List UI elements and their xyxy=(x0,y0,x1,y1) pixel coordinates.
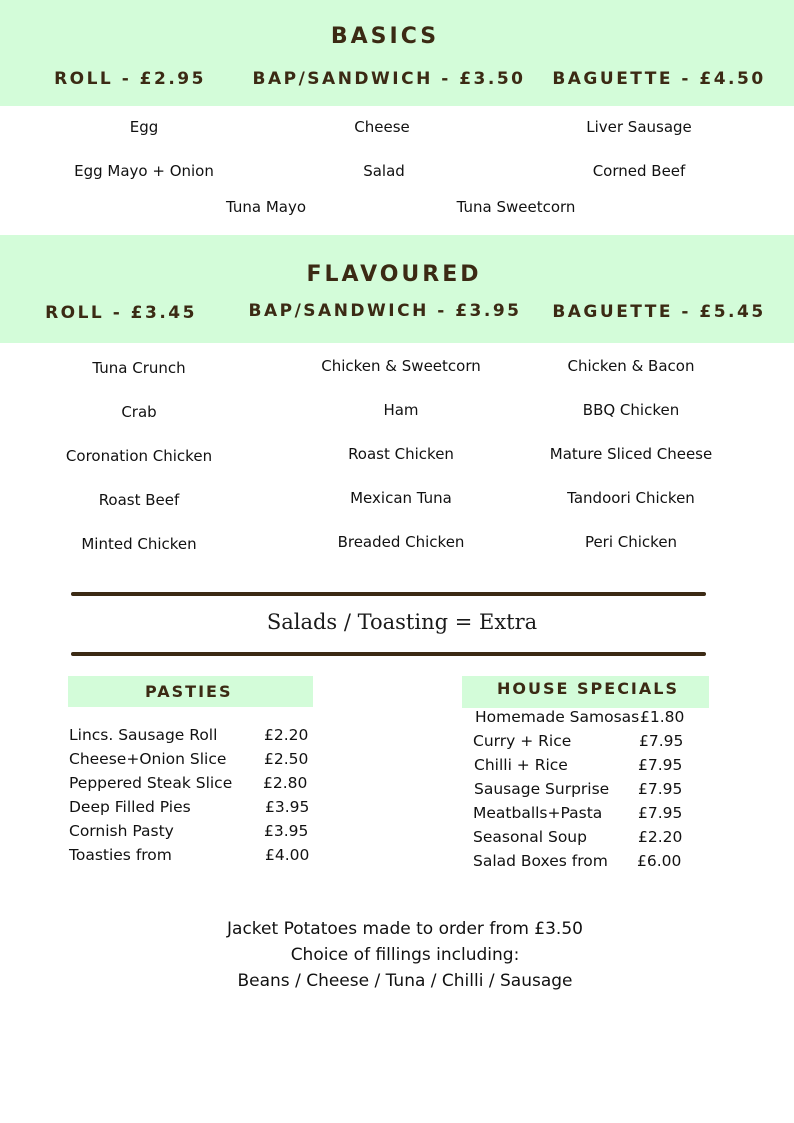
basics-bap-price: BAP/SANDWICH - £3.50 xyxy=(252,69,526,89)
flavoured-item: Mexican Tuna xyxy=(350,489,452,507)
flavoured-item: Ham xyxy=(383,401,419,419)
special-price: £2.20 xyxy=(638,828,683,846)
basics-item: Salad xyxy=(363,162,405,180)
flavoured-item: BBQ Chicken xyxy=(582,401,680,419)
special-name: Curry + Rice xyxy=(473,732,572,750)
basics-title: BASICS xyxy=(330,24,440,49)
flavoured-item: Chicken & Bacon xyxy=(567,357,695,375)
divider-top xyxy=(71,592,706,596)
flavoured-item: Roast Chicken xyxy=(348,445,454,463)
flavoured-item: Crab xyxy=(121,403,157,421)
basics-item: Liver Sausage xyxy=(586,118,692,136)
basics-item: Egg Mayo + Onion xyxy=(74,162,214,180)
pasty-price: £3.95 xyxy=(265,798,310,816)
flavoured-roll-price: ROLL - £3.45 xyxy=(45,303,197,323)
pasty-price: £2.80 xyxy=(263,774,308,792)
flavoured-item: Coronation Chicken xyxy=(65,447,213,465)
pasty-price: £4.00 xyxy=(265,846,310,864)
jacket-line-2: Choice of fillings including: xyxy=(290,945,520,965)
pasty-price: £2.20 xyxy=(264,726,309,744)
flavoured-item: Mature Sliced Cheese xyxy=(549,445,713,463)
jacket-line-1: Jacket Potatoes made to order from £3.50 xyxy=(227,919,583,939)
pasty-name: Deep Filled Pies xyxy=(69,798,191,816)
special-name: Meatballs+Pasta xyxy=(473,804,603,822)
basics-header-band xyxy=(0,0,794,106)
special-price: £7.95 xyxy=(639,732,684,750)
special-price: £7.95 xyxy=(638,756,683,774)
pasties-title: PASTIES xyxy=(145,682,233,701)
special-price: £7.95 xyxy=(638,804,683,822)
basics-item: Tuna Sweetcorn xyxy=(456,198,576,216)
flavoured-item: Tandoori Chicken xyxy=(567,489,695,507)
basics-roll-price: ROLL - £2.95 xyxy=(54,69,206,89)
special-name: Salad Boxes from xyxy=(473,852,608,870)
basics-item: Egg xyxy=(129,118,159,136)
pasty-name: Cornish Pasty xyxy=(69,822,174,840)
flavoured-baguette-price: BAGUETTE - £5.45 xyxy=(552,302,766,322)
pasty-name: Cheese+Onion Slice xyxy=(69,750,227,768)
special-name: Seasonal Soup xyxy=(473,828,587,846)
special-name: Chilli + Rice xyxy=(474,756,568,774)
house-specials-title: HOUSE SPECIALS xyxy=(497,679,679,698)
special-price: £1.80 xyxy=(640,708,685,726)
pasty-name: Peppered Steak Slice xyxy=(69,774,233,792)
divider-bottom xyxy=(71,652,706,656)
extras-note: Salads / Toasting = Extra xyxy=(266,610,538,634)
flavoured-item: Chicken & Sweetcorn xyxy=(321,357,481,375)
special-price: £6.00 xyxy=(637,852,682,870)
pasty-price: £3.95 xyxy=(264,822,309,840)
special-name: Sausage Surprise xyxy=(474,780,610,798)
flavoured-header-band xyxy=(0,235,794,343)
flavoured-item: Peri Chicken xyxy=(584,533,678,551)
flavoured-item: Minted Chicken xyxy=(81,535,197,553)
basics-item: Corned Beef xyxy=(592,162,686,180)
flavoured-bap-price: BAP/SANDWICH - £3.95 xyxy=(248,301,522,321)
flavoured-item: Breaded Chicken xyxy=(337,533,465,551)
flavoured-item: Roast Beef xyxy=(98,491,180,509)
basics-baguette-price: BAGUETTE - £4.50 xyxy=(552,69,766,89)
flavoured-item: Tuna Crunch xyxy=(92,359,186,377)
special-name: Homemade Samosas xyxy=(475,708,640,726)
pasty-price: £2.50 xyxy=(264,750,309,768)
pasty-name: Toasties from xyxy=(69,846,172,864)
special-price: £7.95 xyxy=(638,780,683,798)
jacket-line-3: Beans / Cheese / Tuna / Chilli / Sausage xyxy=(237,971,573,991)
basics-item: Tuna Mayo xyxy=(225,198,307,216)
pasty-name: Lincs. Sausage Roll xyxy=(69,726,218,744)
flavoured-title: FLAVOURED xyxy=(306,262,482,287)
basics-item: Cheese xyxy=(354,118,410,136)
